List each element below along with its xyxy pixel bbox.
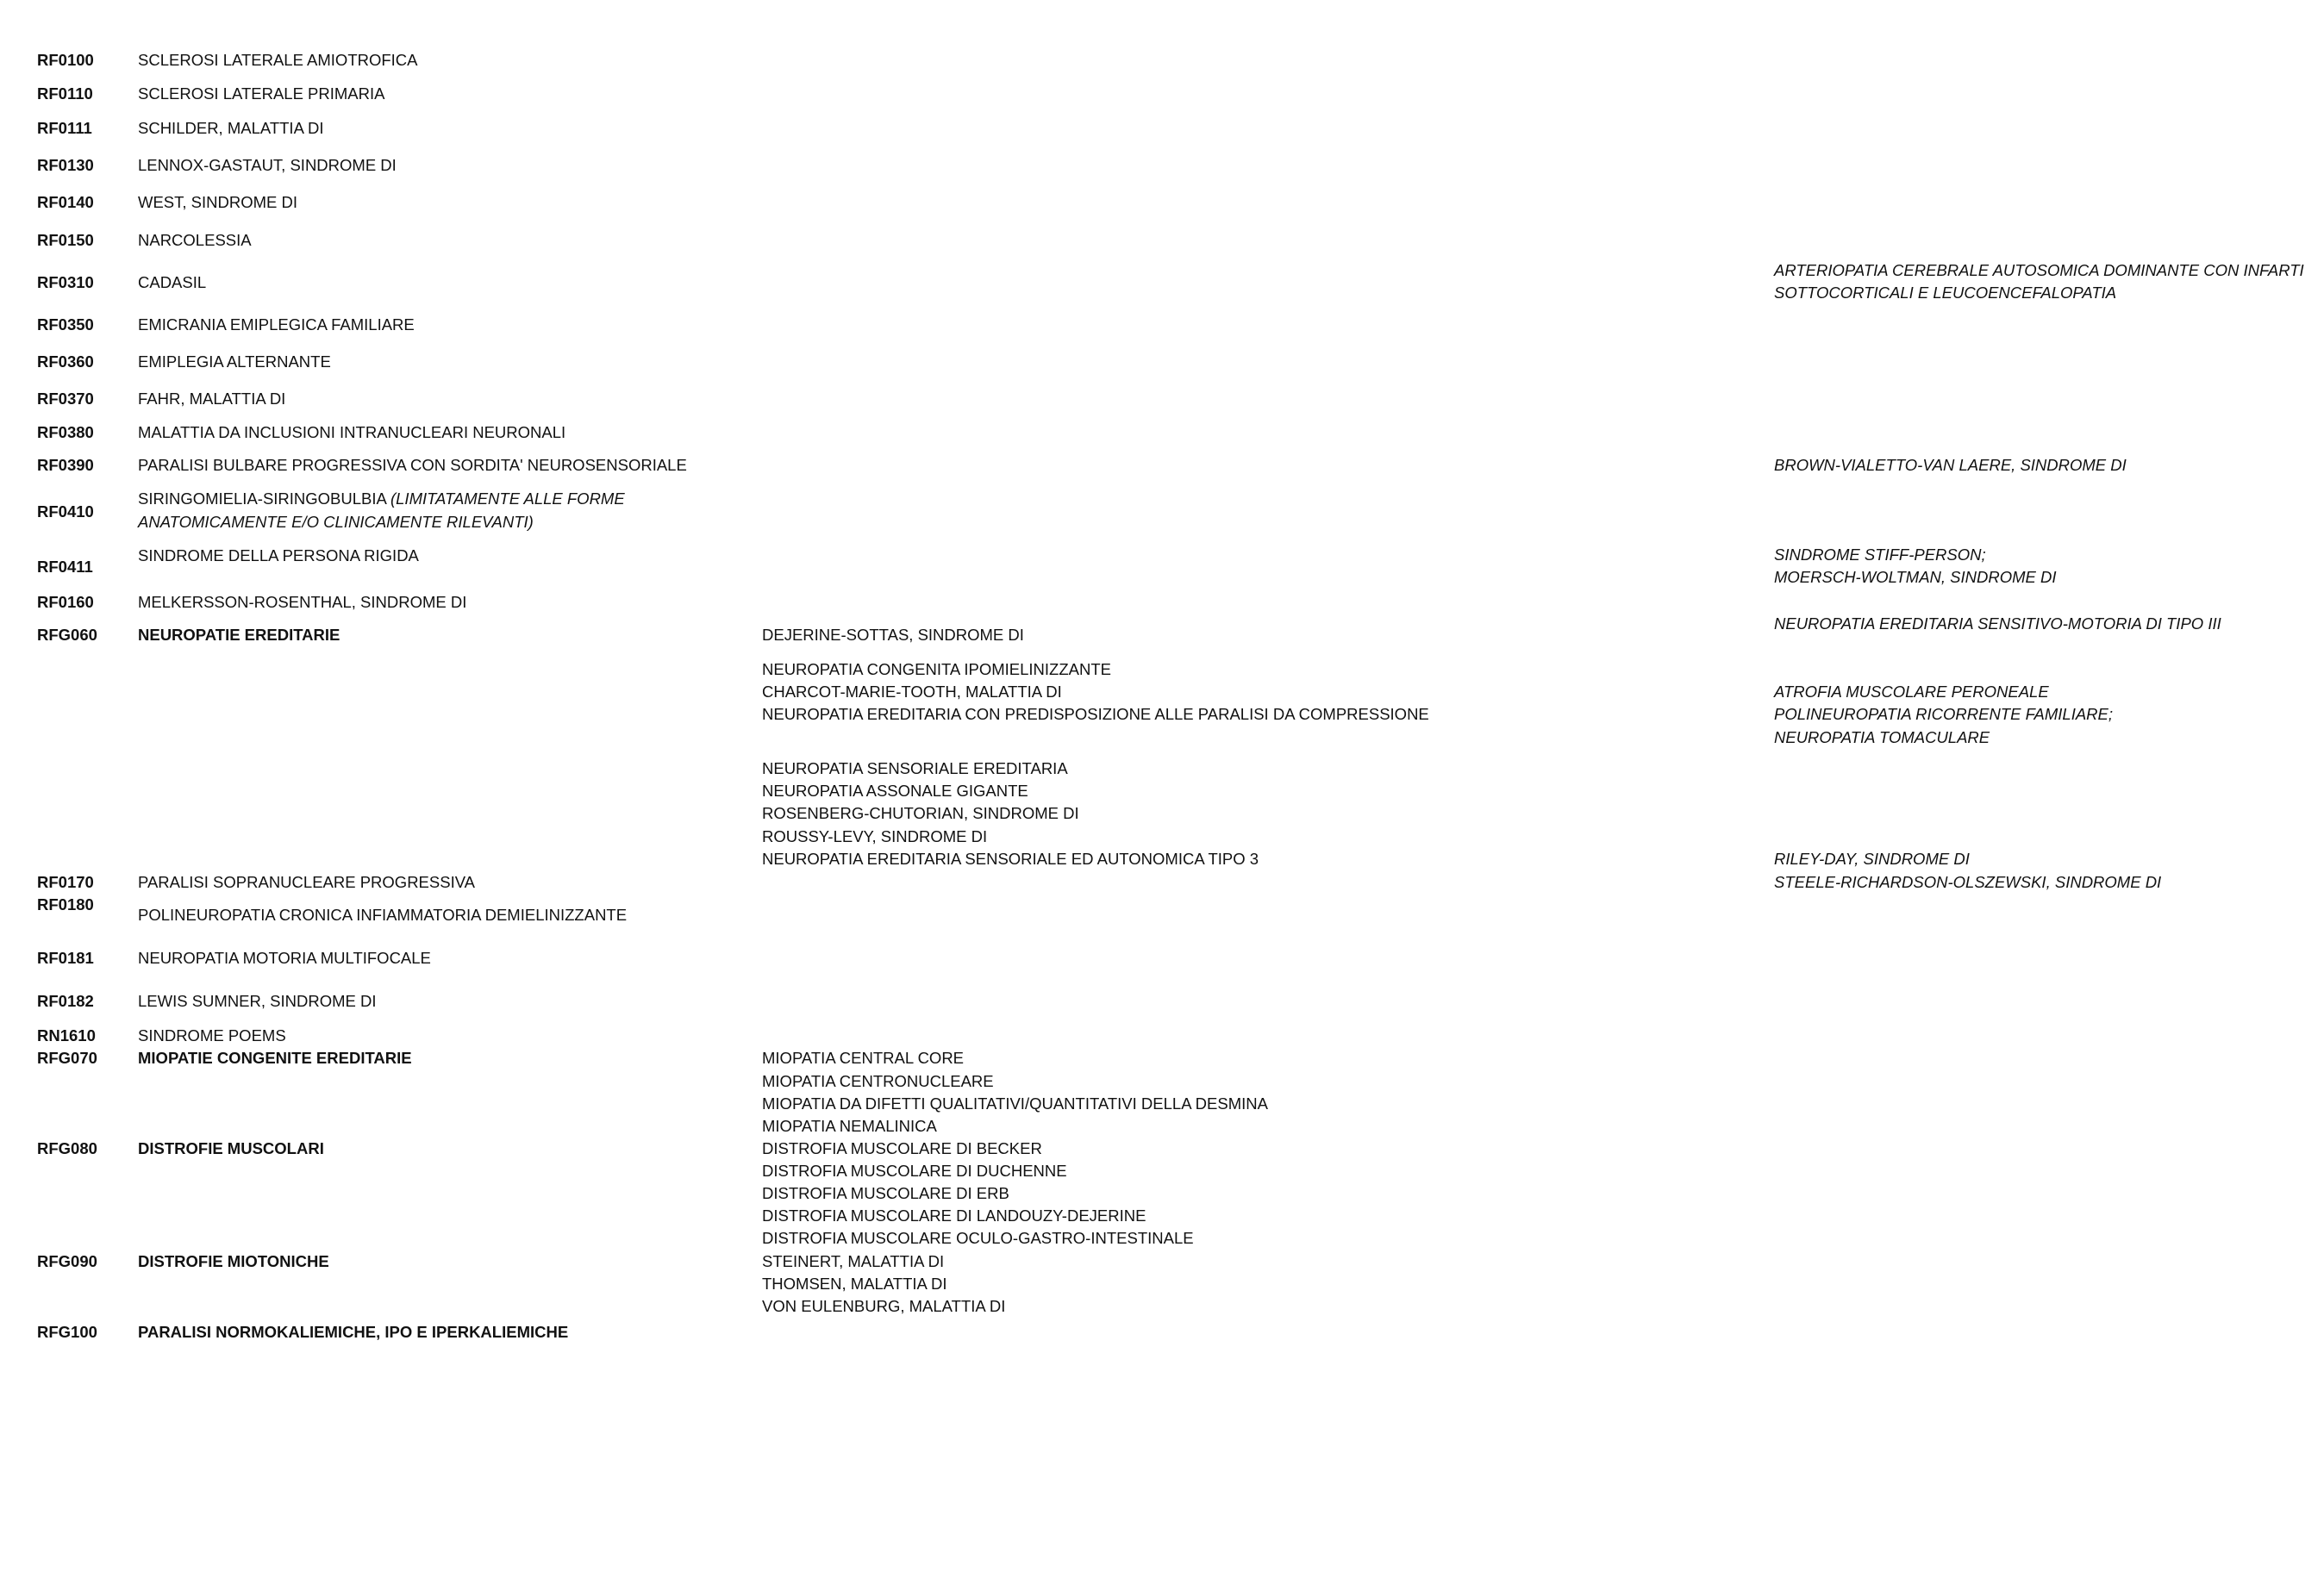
sub-item: DISTROFIA MUSCOLARE DI ERB (762, 1184, 1009, 1202)
sub-item: DEJERINE-SOTTAS, SINDROME DI (762, 626, 1024, 644)
row-name: FAHR, MALATTIA DI (138, 390, 286, 408)
row-name: NARCOLESSIA (138, 231, 252, 249)
row-code: RF0380 (37, 423, 94, 441)
row-name: CADASIL (138, 273, 207, 291)
row-name: SIRINGOMIELIA-SIRINGOBULBIA (138, 489, 386, 508)
sub-item: MIOPATIA CENTRAL CORE (762, 1049, 965, 1067)
sub-item: MIOPATIA DA DIFETTI QUALITATIVI/QUANTITATIVI DELLA DESMINA (762, 1094, 1268, 1113)
row-name: POLINEUROPATIA CRONICA INFIAMMATORIA DEMIELINIZZANTE (138, 906, 628, 924)
row-note: ANATOMICAMENTE E/O CLINICAMENTE RILEVANTI) (138, 513, 534, 531)
synonym: ARTERIOPATIA CEREBRALE AUTOSOMICA DOMINANTE CON INFARTI (1774, 261, 2304, 279)
row-name: MALATTIA DA INCLUSIONI INTRANUCLEARI NEURONALI (138, 423, 566, 441)
row-name: LEWIS SUMNER, SINDROME DI (138, 992, 377, 1010)
synonym: NEUROPATIA TOMACULARE (1774, 728, 1990, 746)
sub-item: VON EULENBURG, MALATTIA DI (762, 1297, 1006, 1315)
row-code: RF0181 (37, 949, 94, 967)
row-code: RF0150 (37, 231, 94, 249)
sub-item: THOMSEN, MALATTIA DI (762, 1275, 947, 1293)
sub-item: DISTROFIA MUSCOLARE DI BECKER (762, 1139, 1042, 1157)
sub-item: ROUSSY-LEVY, SINDROME DI (762, 827, 988, 845)
synonym: SINDROME STIFF-PERSON; (1774, 546, 1986, 564)
row-code: RN1610 (37, 1026, 96, 1044)
row-code: RFG080 (37, 1139, 97, 1157)
group-name: PARALISI NORMOKALIEMICHE, IPO E IPERKALIEMICHE (138, 1323, 569, 1341)
row-code: RFG090 (37, 1252, 97, 1270)
sub-item: NEUROPATIA EREDITARIA SENSORIALE ED AUTONOMICA TIPO 3 (762, 850, 1259, 868)
synonym: SOTTOCORTICALI E LEUCOENCEFALOPATIA (1774, 284, 2117, 302)
synonym: ATROFIA MUSCOLARE PERONEALE (1774, 683, 2049, 701)
row-name: SINDROME DELLA PERSONA RIGIDA (138, 546, 419, 564)
row-code: RFG070 (37, 1049, 97, 1067)
row-name: PARALISI BULBARE PROGRESSIVA CON SORDITA' NEUROSENSORIALE (138, 456, 687, 474)
row-code: RF0410 (37, 502, 94, 521)
row-code: RFG100 (37, 1323, 97, 1341)
row-code: RF0360 (37, 352, 94, 371)
row-name: WEST, SINDROME DI (138, 193, 298, 211)
row-code: RF0411 (37, 558, 93, 576)
sub-item: NEUROPATIA ASSONALE GIGANTE (762, 782, 1028, 800)
group-name: NEUROPATIE EREDITARIE (138, 626, 340, 644)
row-name: EMIPLEGIA ALTERNANTE (138, 352, 331, 371)
synonym: POLINEUROPATIA RICORRENTE FAMILIARE; (1774, 705, 2114, 723)
row-name: SCLEROSI LATERALE PRIMARIA (138, 84, 385, 103)
row-name: PARALISI SOPRANUCLEARE PROGRESSIVA (138, 873, 476, 891)
synonym: NEUROPATIA EREDITARIA SENSITIVO-MOTORIA DI TIPO III (1774, 614, 2221, 633)
sub-item: STEINERT, MALATTIA DI (762, 1252, 945, 1270)
row-code: RF0110 (37, 84, 93, 103)
row-code: RF0350 (37, 315, 94, 334)
synonym: STEELE-RICHARDSON-OLSZEWSKI, SINDROME DI (1774, 873, 2162, 891)
row-name: EMICRANIA EMIPLEGICA FAMILIARE (138, 315, 415, 334)
sub-item: CHARCOT-MARIE-TOOTH, MALATTIA DI (762, 683, 1062, 701)
row-name: SINDROME POEMS (138, 1026, 286, 1044)
row-code: RF0140 (37, 193, 94, 211)
row-code: RF0390 (37, 456, 94, 474)
synonym: BROWN-VIALETTO-VAN LAERE, SINDROME DI (1774, 456, 2127, 474)
row-name: LENNOX-GASTAUT, SINDROME DI (138, 156, 397, 174)
sub-item: MIOPATIA CENTRONUCLEARE (762, 1072, 994, 1090)
sub-item: DISTROFIA MUSCOLARE DI LANDOUZY-DEJERINE (762, 1207, 1146, 1225)
sub-item: NEUROPATIA CONGENITA IPOMIELINIZZANTE (762, 660, 1111, 678)
row-code: RF0180 (37, 895, 94, 913)
sub-item: DISTROFIA MUSCOLARE OCULO-GASTRO-INTESTINALE (762, 1229, 1194, 1247)
row-code: RFG060 (37, 626, 97, 644)
row-name: SCHILDER, MALATTIA DI (138, 119, 324, 137)
row-name: SCLEROSI LATERALE AMIOTROFICA (138, 51, 418, 69)
row-code: RF0100 (37, 51, 94, 69)
row-code: RF0182 (37, 992, 94, 1010)
sub-item: NEUROPATIA EREDITARIA CON PREDISPOSIZIONE ALLE PARALISI DA COMPRESSIONE (762, 705, 1429, 723)
row-note: (LIMITATAMENTE ALLE FORME (390, 489, 625, 508)
sub-item: NEUROPATIA SENSORIALE EREDITARIA (762, 759, 1068, 777)
synonym: RILEY-DAY, SINDROME DI (1774, 850, 1970, 868)
synonym: MOERSCH-WOLTMAN, SINDROME DI (1774, 568, 2057, 586)
sub-item: DISTROFIA MUSCOLARE DI DUCHENNE (762, 1162, 1067, 1180)
group-name: MIOPATIE CONGENITE EREDITARIE (138, 1049, 412, 1067)
row-code: RF0370 (37, 390, 94, 408)
row-code: RF0160 (37, 593, 94, 611)
group-name: DISTROFIE MIOTONICHE (138, 1252, 329, 1270)
sub-item: ROSENBERG-CHUTORIAN, SINDROME DI (762, 804, 1079, 822)
row-code: RF0111 (37, 119, 92, 137)
row-code: RF0310 (37, 273, 94, 291)
row-name-with-note (138, 488, 625, 510)
row-code: RF0130 (37, 156, 94, 174)
sub-item: MIOPATIA NEMALINICA (762, 1117, 937, 1135)
row-name: NEUROPATIA MOTORIA MULTIFOCALE (138, 949, 431, 967)
group-name: DISTROFIE MUSCOLARI (138, 1139, 324, 1157)
row-name: MELKERSSON-ROSENTHAL, SINDROME DI (138, 593, 467, 611)
row-code: RF0170 (37, 873, 94, 891)
